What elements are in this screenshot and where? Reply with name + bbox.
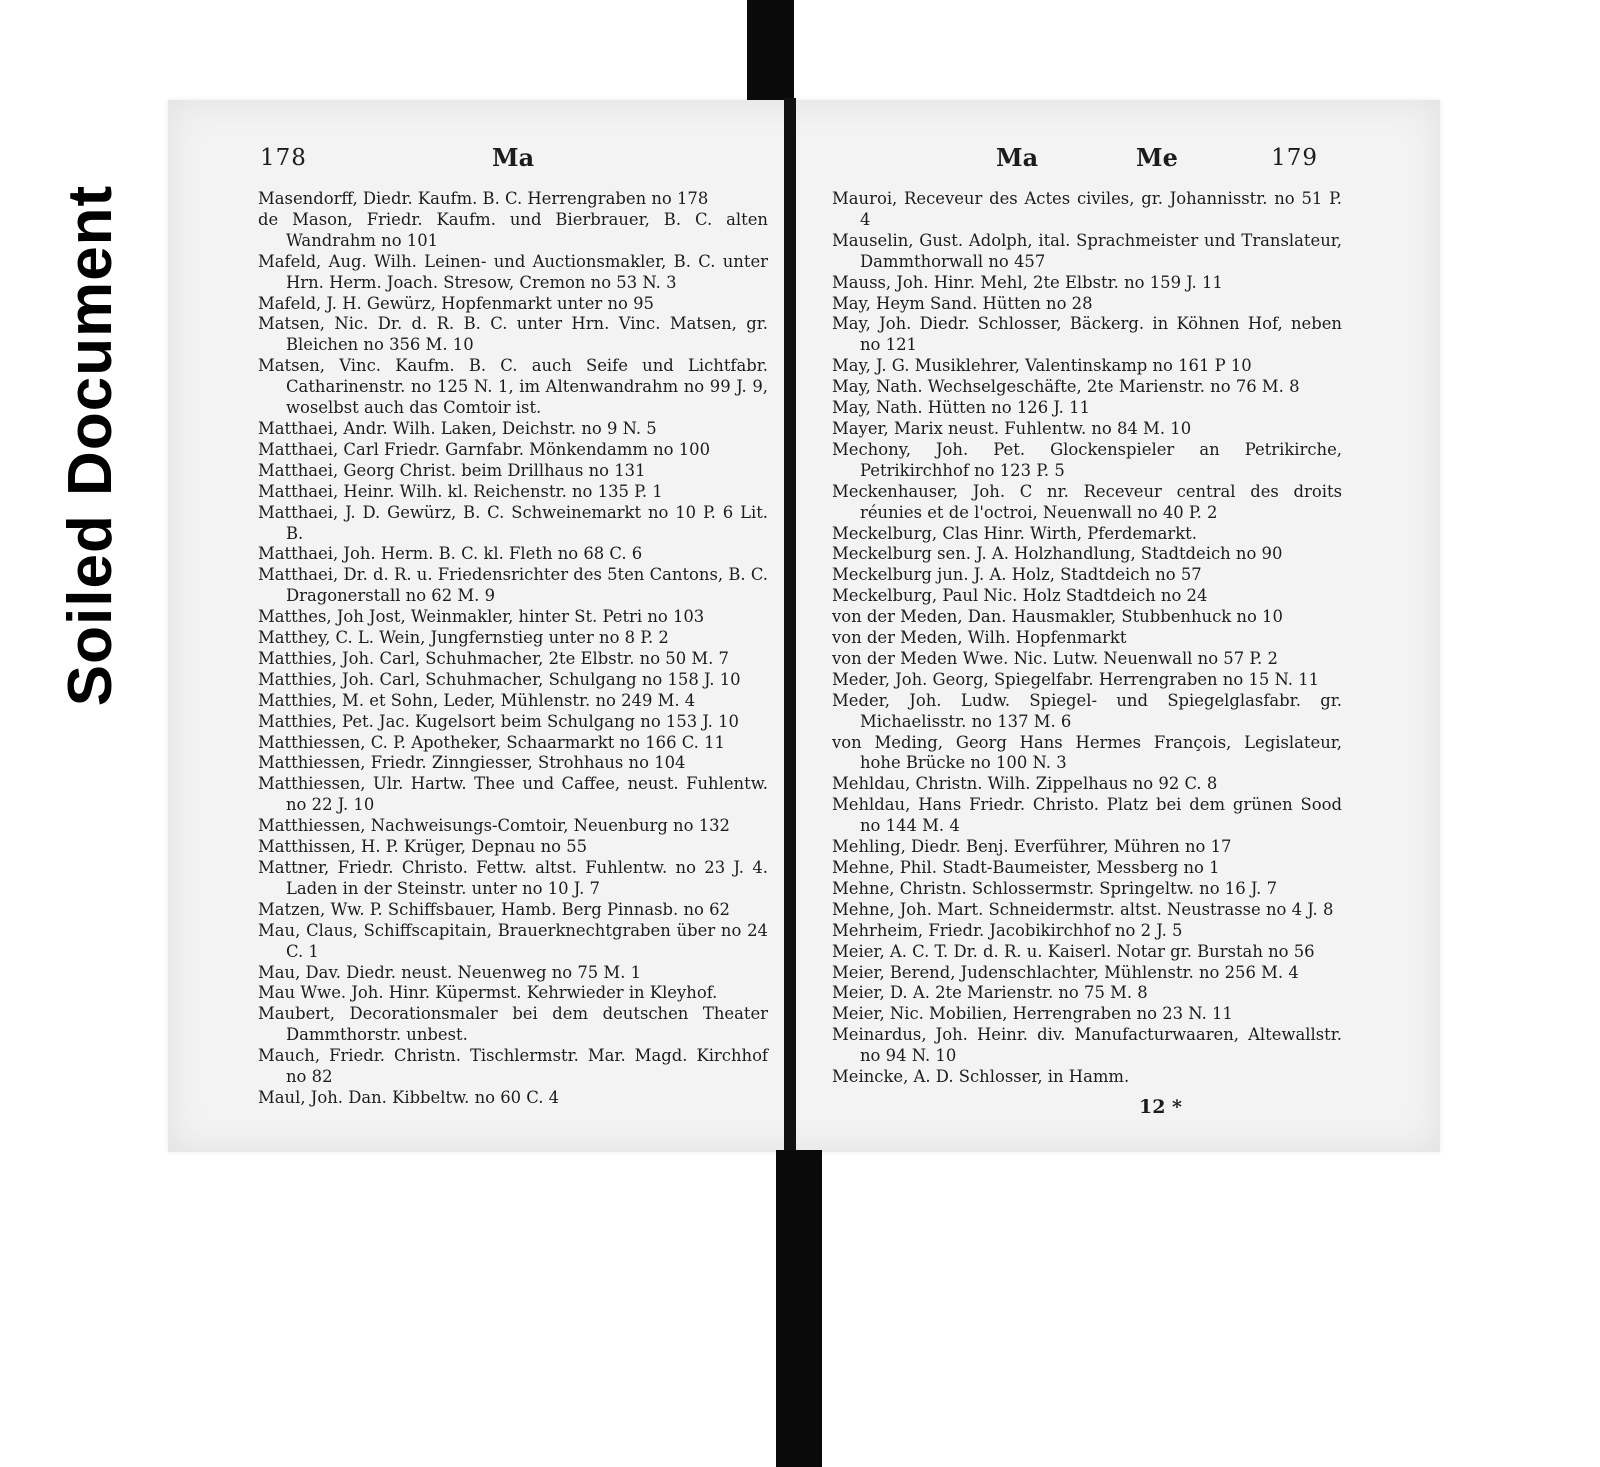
left-running-head: Ma bbox=[492, 143, 535, 172]
left-page-number: 178 bbox=[260, 145, 307, 171]
directory-entry: Meckelburg jun. J. A. Holz, Stadtdeich no 57 bbox=[832, 565, 1202, 585]
directory-entry: Mauselin, Gust. Adolph, ital. Sprachmeister und Translateur, Dammthorwall no 457 bbox=[832, 230, 1342, 271]
directory-entry: Maul, Joh. Dan. Kibbeltw. no 60 C. 4 bbox=[258, 1087, 560, 1107]
directory-entry: Meier, Nic. Mobilien, Herrengraben no 23 N. 11 bbox=[832, 1004, 1233, 1024]
directory-entry: Masendorff, Diedr. Kaufm. B. C. Herrengraben no 178 bbox=[258, 189, 709, 208]
directory-entry: Mauch, Friedr. Christn. Tischlermstr. Mar. Magd. Kirchhof no 82 bbox=[258, 1046, 768, 1087]
directory-entry: Mehrheim, Friedr. Jacobikirchhof no 2 J. 5 bbox=[832, 920, 1183, 940]
directory-entry: Matthaei, Carl Friedr. Garnfabr. Mönkendamm no 100 bbox=[258, 439, 711, 459]
directory-entry: Mattner, Friedr. Christo. Fettw. altst. Fuhlentw. no 23 J. 4. Laden in der Steinstr. unter no 10 J. 7 bbox=[258, 858, 768, 898]
directory-entry: Mau Wwe. Joh. Hinr. Küpermst. Kehrwieder in Kleyhof. bbox=[258, 983, 718, 1003]
directory-entry: Mehldau, Hans Friedr. Christo. Platz bei dem grünen Sood no 144 M. 4 bbox=[832, 795, 1342, 836]
gutter-bottom-shadow bbox=[776, 1150, 822, 1467]
side-label-text: Soiled Document bbox=[56, 184, 126, 706]
directory-entry: May, Nath. Wechselgeschäfte, 2te Marienstr. no 76 M. 8 bbox=[832, 377, 1300, 397]
directory-entry: Mehne, Phil. Stadt-Baumeister, Messberg no 1 bbox=[832, 858, 1220, 877]
directory-entry: Meckelburg sen. J. A. Holzhandlung, Stadtdeich no 90 bbox=[832, 544, 1283, 564]
right-running-head-last: Me bbox=[1136, 143, 1178, 172]
directory-entry: Matthiessen, Ulr. Hartw. Thee und Caffee, neust. Fuhlentw. no 22 J. 10 bbox=[258, 774, 768, 815]
right-page bbox=[832, 135, 1342, 1118]
directory-entry: Meckelburg, Paul Nic. Holz Stadtdeich no 24 bbox=[832, 586, 1208, 606]
directory-entry: May, Nath. Hütten no 126 J. 11 bbox=[832, 398, 1090, 418]
directory-entry: von der Meden, Wilh. Hopfenmarkt bbox=[832, 628, 1127, 648]
directory-entry: Matthiessen, Friedr. Zinngiesser, Strohhaus no 104 bbox=[258, 753, 686, 773]
directory-entry: Mayer, Marix neust. Fuhlentw. no 84 M. 10 bbox=[832, 418, 1192, 438]
directory-entry: Matthaei, Joh. Herm. B. C. kl. Fleth no 68 C. 6 bbox=[258, 544, 643, 564]
directory-entry: Meier, Berend, Judenschlachter, Mühlenstr. no 256 M. 4 bbox=[832, 962, 1299, 982]
directory-entry: Matthiessen, C. P. Apotheker, Schaarmarkt no 166 C. 11 bbox=[258, 732, 725, 752]
directory-entry: Meier, D. A. 2te Marienstr. no 75 M. 8 bbox=[832, 983, 1148, 1003]
directory-entry: Matthies, Joh. Carl, Schuhmacher, 2te Elbstr. no 50 M. 7 bbox=[258, 648, 729, 668]
directory-entry: Mehne, Christn. Schlossermstr. Springeltw. no 16 J. 7 bbox=[832, 878, 1278, 898]
directory-entry: Matthies, Joh. Carl, Schuhmacher, Schulgang no 158 J. 10 bbox=[258, 669, 741, 689]
directory-entry: Mehne, Joh. Mart. Schneidermstr. altst. Neustrasse no 4 J. 8 bbox=[832, 899, 1334, 919]
right-page-number: 179 bbox=[1271, 145, 1318, 171]
directory-entry: Meder, Joh. Georg, Spiegelfabr. Herrengraben no 15 N. 11 bbox=[832, 669, 1320, 689]
directory-entry: Meder, Joh. Ludw. Spiegel- und Spiegelglasfabr. gr. Michaelisstr. no 137 M. 6 bbox=[832, 690, 1342, 731]
directory-entry: Matthiessen, Nachweisungs-Comtoir, Neuenburg no 132 bbox=[258, 816, 730, 836]
directory-entry: Matsen, Vinc. Kaufm. B. C. auch Seife und Lichtfabr. Catharinenstr. no 125 N. 1, im Altenwandrahm no 99 J. 9, woselbst auch das Comtoir ist. bbox=[258, 356, 768, 418]
directory-entry: von Meding, Georg Hans Hermes François, Legislateur, hohe Brücke no 100 N. 3 bbox=[832, 732, 1342, 773]
directory-entry: de Mason, Friedr. Kaufm. und Bierbrauer, B. C. alten Wandrahm no 101 bbox=[258, 209, 768, 250]
directory-entry: Meinardus, Joh. Heinr. div. Manufacturwaaren, Altewallstr. no 94 N. 10 bbox=[832, 1025, 1342, 1066]
directory-entry: Mauroi, Receveur des Actes civiles, gr. Johannisstr. no 51 P. 4 bbox=[832, 189, 1342, 229]
directory-entry: Mafeld, J. H. Gewürz, Hopfenmarkt unter no 95 bbox=[258, 293, 654, 313]
directory-entry: Meckelburg, Clas Hinr. Wirth, Pferdemarkt. bbox=[832, 523, 1197, 543]
directory-entry: Mehling, Diedr. Benj. Everführer, Mühren no 17 bbox=[832, 837, 1232, 857]
directory-entry: Mau, Claus, Schiffscapitain, Brauerknechtgraben über no 24 C. 1 bbox=[258, 920, 768, 961]
directory-entry: Matthes, Joh Jost, Weinmakler, hinter St. Petri no 103 bbox=[258, 607, 705, 627]
directory-entry: Mauss, Joh. Hinr. Mehl, 2te Elbstr. no 159 J. 11 bbox=[832, 272, 1223, 292]
gutter-top-shadow bbox=[747, 0, 794, 100]
left-page-header bbox=[258, 135, 768, 189]
directory-entry: Mehldau, Christn. Wilh. Zippelhaus no 92 C. 8 bbox=[832, 774, 1218, 794]
directory-entry: Mau, Dav. Diedr. neust. Neuenweg no 75 M. 1 bbox=[258, 962, 642, 982]
directory-entry: Matthaei, Georg Christ. beim Drillhaus no 131 bbox=[258, 460, 646, 480]
directory-entry: Matthaei, Andr. Wilh. Laken, Deichstr. no 9 N. 5 bbox=[258, 418, 657, 438]
directory-entry: Mafeld, Aug. Wilh. Leinen- und Auctionsmakler, B. C. unter Hrn. Herm. Joach. Stresow, Cremon no 53 N. 3 bbox=[258, 251, 768, 292]
directory-entry: Matsen, Nic. Dr. d. R. B. C. unter Hrn. Vinc. Matsen, gr. Bleichen no 356 M. 10 bbox=[258, 314, 768, 355]
directory-entry: Matthies, M. et Sohn, Leder, Mühlenstr. no 249 M. 4 bbox=[258, 690, 696, 710]
left-page bbox=[258, 135, 768, 1109]
directory-entry: May, J. G. Musiklehrer, Valentinskamp no 161 P 10 bbox=[832, 356, 1252, 376]
directory-entry: Matthissen, H. P. Krüger, Depnau no 55 bbox=[258, 837, 588, 857]
side-label bbox=[56, 185, 126, 705]
directory-entry: von der Meden, Dan. Hausmakler, Stubbenhuck no 10 bbox=[832, 607, 1283, 627]
directory-entry: Matthaei, Heinr. Wilh. kl. Reichenstr. no 135 P. 1 bbox=[258, 481, 663, 501]
gutter-spine bbox=[784, 98, 796, 1152]
right-page-header bbox=[832, 135, 1342, 189]
directory-entry: von der Meden Wwe. Nic. Lutw. Neuenwall no 57 P. 2 bbox=[832, 648, 1278, 668]
directory-entry: Matzen, Ww. P. Schiffsbauer, Hamb. Berg Pinnasb. no 62 bbox=[258, 899, 730, 919]
directory-entry: Maubert, Decorationsmaler bei dem deutschen Theater Dammthorstr. unbest. bbox=[258, 1004, 768, 1045]
directory-entry: Meier, A. C. T. Dr. d. R. u. Kaiserl. Notar gr. Burstah no 56 bbox=[832, 941, 1315, 961]
right-entry-list bbox=[832, 189, 1342, 1088]
directory-entry: May, Joh. Diedr. Schlosser, Bäckerg. in Köhnen Hof, neben no 121 bbox=[832, 314, 1342, 355]
directory-entry: Matthaei, J. D. Gewürz, B. C. Schweinemarkt no 10 P. 6 Lit. B. bbox=[258, 502, 768, 543]
left-entry-list bbox=[258, 189, 768, 1109]
signature-mark: 12 * bbox=[1139, 1095, 1182, 1118]
directory-entry: Meincke, A. D. Schlosser, in Hamm. bbox=[832, 1067, 1130, 1087]
directory-entry: Matthaei, Dr. d. R. u. Friedensrichter des 5ten Cantons, B. C. Dragonerstall no 62 M. 9 bbox=[258, 565, 768, 606]
directory-entry: May, Heym Sand. Hütten no 28 bbox=[832, 293, 1093, 313]
directory-entry: Matthies, Pet. Jac. Kugelsort beim Schulgang no 153 J. 10 bbox=[258, 711, 739, 731]
directory-entry: Matthey, C. L. Wein, Jungfernstieg unter no 8 P. 2 bbox=[258, 628, 669, 648]
directory-entry: Mechony, Joh. Pet. Glockenspieler an Petrikirche, Petrikirchhof no 123 P. 5 bbox=[832, 439, 1342, 480]
directory-entry: Meckenhauser, Joh. C nr. Receveur central des droits réunies et de l'octroi, Neuenwall no 40 P. 2 bbox=[832, 481, 1342, 522]
right-running-head-first: Ma bbox=[996, 143, 1039, 172]
